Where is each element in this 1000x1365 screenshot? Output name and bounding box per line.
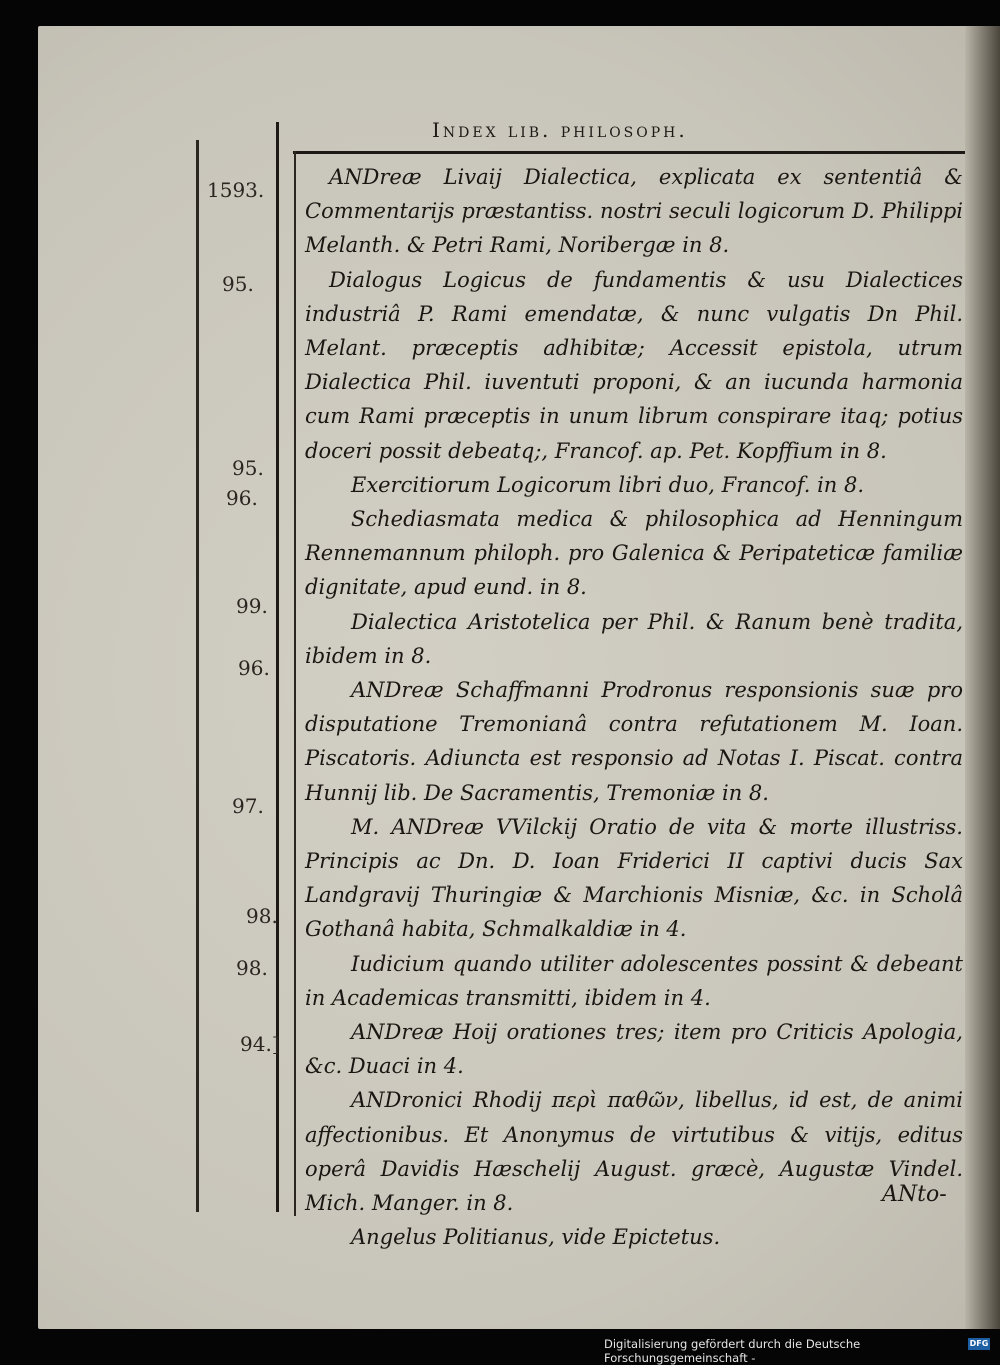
index-entry: ANDronici Rhodij περὶ παθῶν, libellus, id est, de animi affectionibus. Et Anonymus de virtutibus & vitijs, editus operâ Davidis Hæschelij August. græcè, Augustæ Vindel. Mich. Manger. in 8. <box>305 1088 963 1216</box>
margin-year: 97. <box>232 794 264 818</box>
margin-year: 96. <box>238 656 270 680</box>
margin-year: 98. <box>236 956 268 980</box>
margin-rule-thin <box>294 151 296 1216</box>
margin-year: 95. <box>232 456 264 480</box>
margin-year: 96. <box>226 486 258 510</box>
index-entry: Dialogus Logicus de fundamentis & usu Dialectices industriâ P. Rami emendatæ, & nunc vulgatis Dn Phil. Melant. præceptis adhibitæ; Accessit epistola, utrum Dialectica Phil. iuventuti proponi, & an iucunda harmonia cum Rami præceptis in unum librum conspirare itaq; potius doceri possit debeatq;, Francof. ap. Pet. Kopffium in 8. <box>305 267 963 463</box>
index-entry: Angelus Politianus, vide Epictetus. <box>351 1225 721 1250</box>
margin-year: 94.] <box>240 1032 280 1056</box>
digitization-credit: Digitalisierung gefördert durch die Deutsche Forschungsgemeinschaft - <box>604 1337 861 1365</box>
margin-year: 1593. <box>207 178 265 202</box>
margin-year: 98. <box>246 904 278 928</box>
dfg-logo: DFG <box>969 1339 989 1348</box>
running-header: Index lib. philosoph. <box>432 118 688 142</box>
margin-year: 99. <box>236 594 268 618</box>
index-entry: Iudicium quando utiliter adolescentes possint & debeant in Academicas transmitti, ibidem in 4. <box>305 951 963 1010</box>
header-rule <box>293 151 965 154</box>
index-entry: Exercitiorum Logicorum libri duo, Francof. in 8. <box>351 472 865 497</box>
book-edge <box>965 26 1000 1329</box>
index-entry: M. ANDreæ VVilckij Oratio de vita & morte illustriss. Principis ac Dn. D. Ioan Friderici II captivi ducis Sax Landgravij Thuringiæ & Marchionis Misniæ, &c. in Scholâ Gothanâ habita, Schmalkaldiæ in 4. <box>305 814 963 942</box>
index-entry: ANDreæ Hoij orationes tres; item pro Criticis Apologia, &c. Duaci in 4. <box>305 1020 963 1079</box>
handwritten-margin-line <box>196 140 199 1212</box>
margin-year: 95. <box>222 272 254 296</box>
catchword: ANto- <box>882 1182 947 1207</box>
index-entry: Schediasmata medica & philosophica ad Henningum Rennemannum philoph. pro Galenica & Peripateticæ familiæ dignitate, apud eund. in 8. <box>305 507 963 600</box>
index-entry: Dialectica Aristotelica per Phil. & Ranum benè tradita, ibidem in 8. <box>305 609 963 668</box>
index-entry: ANDreæ Schaffmanni Prodronus responsionis suæ pro disputatione Tremonianâ contra refutationem M. Ioan. Piscatoris. Adiuncta est responsio ad Notas I. Piscat. contra Hunnij lib. De Sacramentis, Tremoniæ in 8. <box>305 678 963 805</box>
index-entries <box>305 160 963 1255</box>
index-entry: ANDreæ Livaij Dialectica, explicata ex sententiâ & Commentarijs præstantiss. nostri seculi logicorum D. Philippi Melanth. & Petri Rami, Noribergæ in 8. <box>305 165 963 258</box>
